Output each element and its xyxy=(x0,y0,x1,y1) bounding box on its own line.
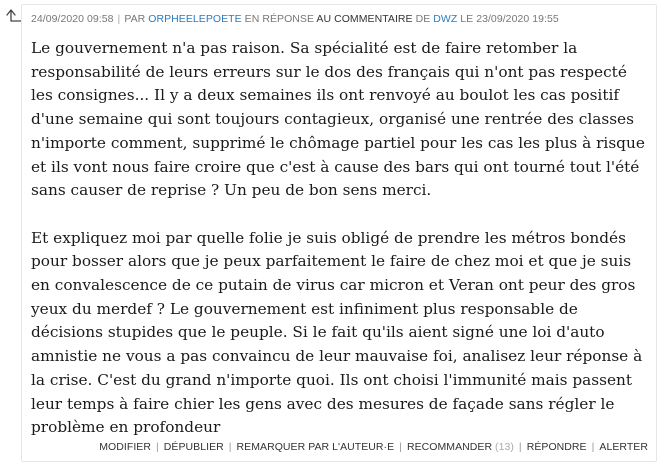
reply-label: EN RÉPONSE xyxy=(244,13,315,25)
le-label: LE xyxy=(460,13,474,25)
recommander-count: (13) xyxy=(495,441,514,453)
comment-paragraph-2: Et expliquez moi par quelle folie je suis obligé de prendre les métros bondés pour bosser alors que je peux parfaitement le faire de chez moi et que je suis en convalescence de ce putain de virus car micron et Veran ont peur des gros yeux du merdef ? Le gouvernement est infiniment plus responsable de décisions stupides que le peuple. Si le fait qu'ils aient signé une loi d'auto amnistie ne vous a pas convaincu de leur mauvaise foi, analisez leur réponse à la crise. C'est du grand n'importe quoi. Ils ont choisi l'immunité mais passent leur temps à faire chier les gens avec des mesures de façade sans régler le problème en profondeur xyxy=(31,228,643,437)
parent-comment-link[interactable]: AU COMMENTAIRE xyxy=(316,13,413,25)
comment-date: 24/09/2020 09:58 xyxy=(31,13,114,25)
par-label: PAR xyxy=(124,13,146,25)
recommander-button[interactable] xyxy=(407,441,514,453)
depublier-button[interactable]: DÉPUBLIER xyxy=(163,441,224,453)
comment-paragraph-1: Le gouvernement n'a pas raison. Sa spécialité est de faire retomber la responsabilité de leurs erreurs sur le dos des français qui n'ont pas respecté les consignes... Il y a deux semaines ils ont renvoyé au boulot les cas positif d'une semaine qui sont toujours contagieux, organisé une rentrée des classes n'importe comment, supprimé le chômage partiel pour les cas les plus à risque et ils vont nous faire croire que c'est à cause des bars qui ont tourné tout l'été sans causer de reprise ? Un peu de bon sens merci. xyxy=(31,39,645,200)
parent-author-link[interactable]: DWZ xyxy=(433,13,458,25)
recommander-label: RECOMMANDER xyxy=(406,441,493,453)
alerter-button[interactable]: ALERTER xyxy=(599,441,648,453)
repondre-button[interactable]: RÉPONDRE xyxy=(526,441,587,453)
comment-body xyxy=(31,37,651,440)
comment-meta: 24/09/2020 09:58 | PAR ORPHEELEPOETE EN RÉPONSE AU COMMENTAIRE DE DWZ LE 23/09/2020 19:55 xyxy=(31,13,559,25)
de-label: DE xyxy=(415,13,431,25)
author-link[interactable]: ORPHEELEPOETE xyxy=(148,13,242,25)
parent-date: 23/09/2020 19:55 xyxy=(476,13,559,25)
comment-card xyxy=(21,4,657,462)
comment-actions: MODIFIER | DÉPUBLIER | REMARQUER PAR L'AUTEUR·E | RECOMMANDER (13) | RÉPONDRE | ALERTER xyxy=(99,441,648,453)
modifier-button[interactable]: MODIFIER xyxy=(99,441,151,453)
remarquer-button[interactable]: REMARQUER PAR L'AUTEUR·E xyxy=(236,441,395,453)
